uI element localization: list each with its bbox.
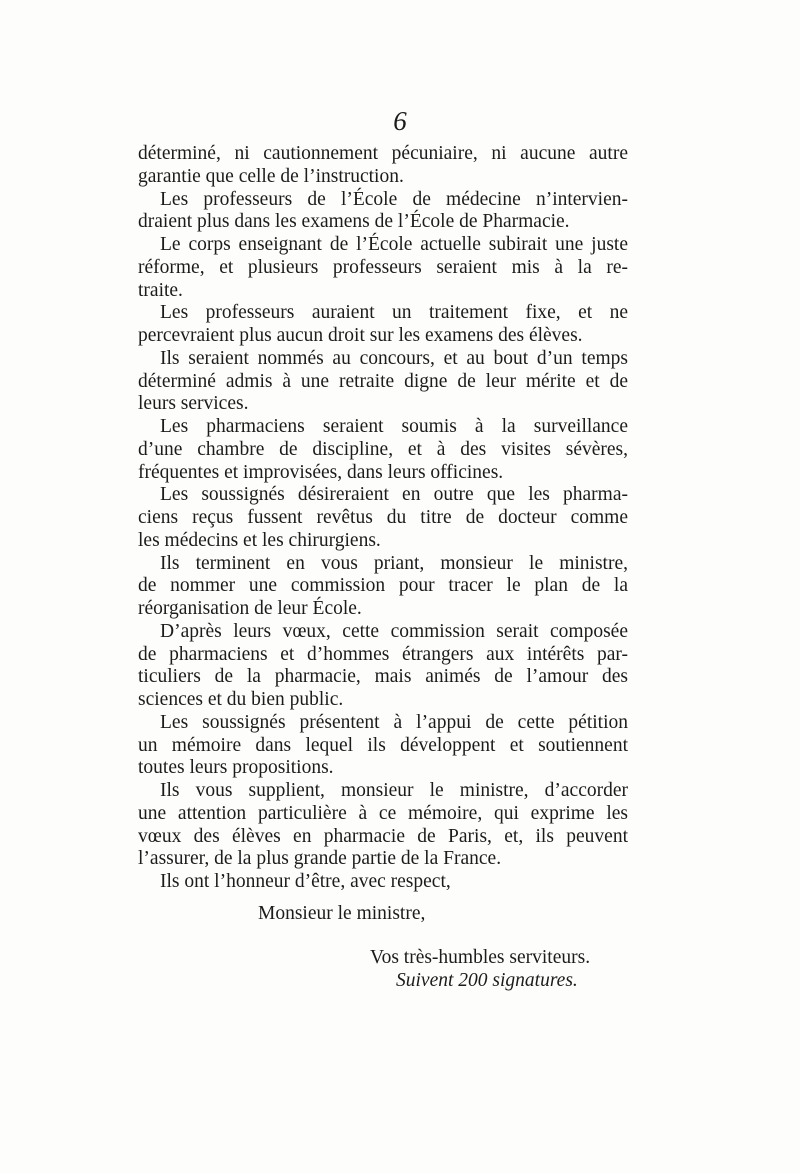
text-line: réorganisation de leur École. [138, 598, 362, 619]
petition-body-text [138, 143, 628, 894]
text-line: Ils terminent en vous priant, monsieur le ministre, [160, 552, 628, 574]
text-line: les médecins et les chirurgiens. [138, 529, 381, 551]
closing-signatures-note: Suivent 200 signatures. [396, 970, 578, 991]
text-line: fréquentes et improvisées, dans leurs officines. [138, 461, 504, 483]
text-line: Le corps enseignant de l’École actuelle subirait une juste [160, 234, 628, 255]
text-line: draient plus dans les examens de l’École de Pharmacie. [138, 211, 570, 233]
text-line: traite. [138, 279, 183, 301]
page-number: 6 [393, 106, 407, 136]
text-line: ciens reçus fussent revêtus du titre de docteur comme [138, 507, 628, 528]
text-line: vœux des élèves en pharmacie de Paris, et, ils peuvent [138, 825, 628, 847]
text-line: toutes leurs propositions. [138, 757, 334, 779]
text-line: D’après leurs vœux, cette commission serait composée [160, 620, 628, 642]
text-line: Les pharmaciens seraient soumis à la surveillance [160, 416, 628, 437]
text-line: réforme, et plusieurs professeurs seraient mis à la re- [138, 256, 628, 278]
text-line: une attention particulière à ce mémoire, qui exprime les [138, 802, 628, 824]
text-line: de pharmaciens et d’hommes étrangers aux intérêts par- [138, 643, 628, 665]
text-line: ticuliers de la pharmacie, mais animés de l’amour des [138, 666, 628, 688]
text-line: d’une chambre de discipline, et à des visites sévères, [138, 438, 628, 460]
text-line: leurs services. [138, 393, 249, 415]
text-line: Ils vous supplient, monsieur le ministre, d’accorder [160, 780, 628, 801]
text-line: l’assurer, de la plus grande partie de la France. [138, 848, 502, 870]
closing-servants: Vos très-humbles serviteurs. [370, 947, 591, 968]
text-line: Ils ont l’honneur d’être, avec respect, [160, 871, 451, 892]
text-line: Les professeurs auraient un traitement fixe, et ne [160, 302, 628, 324]
text-line: Les soussignés présentent à l’appui de cette pétition [160, 711, 628, 733]
text-line: percevraient plus aucun droit sur les examens des élèves. [138, 325, 583, 346]
text-line: de nommer une commission pour tracer le plan de la [138, 575, 628, 597]
text-line: Les professeurs de l’École de médecine n’intervien- [160, 188, 628, 210]
text-line: Les soussignés désireraient en outre que les pharma- [160, 484, 628, 506]
text-line: un mémoire dans lequel ils développent et soutiennent [138, 734, 628, 756]
closing-salutation: Monsieur le ministre, [258, 903, 426, 924]
text-line: déterminé, ni cautionnement pécuniaire, ni aucune autre [138, 143, 628, 164]
text-line: sciences et du bien public. [138, 689, 344, 710]
text-line: déterminé admis à une retraite digne de leur mérite et de [138, 370, 628, 392]
text-line: Ils seraient nommés au concours, et au bout d’un temps [160, 347, 628, 369]
text-line: garantie que celle de l’instruction. [138, 165, 404, 187]
